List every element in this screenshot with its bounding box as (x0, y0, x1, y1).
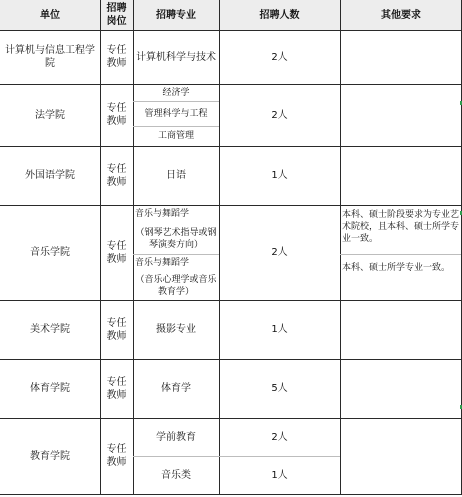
row6-post: 专任教师 (106, 376, 127, 401)
row3-post: 专任教师 (106, 163, 127, 188)
row7-post: 专任教师 (106, 444, 127, 468)
row4-major-4: （音乐心理学或音乐教育学） (135, 275, 217, 297)
row4-major-2: （钢琴艺术指导或钢琴演奏方向） (135, 227, 217, 250)
header-post: 招聘岗位 (106, 3, 127, 27)
row1-unit: 计算机与信息工程学院 (5, 45, 95, 69)
row1-major: 计算机科学与技术 (136, 51, 216, 63)
row5-major: 摄影专业 (156, 324, 196, 335)
row3-unit: 外国语学院 (25, 170, 75, 181)
row6-major: 体育学 (161, 383, 191, 394)
row2-count: 2人 (271, 109, 288, 121)
row7-major-1: 学前教育 (156, 431, 196, 443)
row4-major-1: 音乐与舞蹈学 (135, 209, 190, 219)
header-count: 招聘人数 (259, 9, 300, 21)
header-major: 招聘专业 (156, 9, 196, 21)
row1-count: 2人 (271, 51, 288, 63)
row4-count: 2人 (271, 247, 288, 258)
row5-count: 1人 (271, 324, 288, 335)
row7-major-2: 音乐类 (161, 469, 191, 481)
row4-major-3: 音乐与舞蹈学 (135, 258, 190, 268)
row1-post: 专任教师 (106, 45, 127, 69)
row7-count-1: 2人 (271, 431, 288, 443)
row4-unit: 音乐学院 (30, 247, 70, 258)
row5-post: 专任教师 (106, 317, 127, 342)
row6-count: 5人 (271, 383, 288, 394)
row3-major: 日语 (166, 170, 186, 181)
row5-unit: 美术学院 (30, 324, 70, 335)
row4-post: 专任教师 (106, 240, 127, 265)
row7-unit: 教育学院 (30, 450, 70, 462)
row2-major-2: 管理科学与工程 (144, 108, 208, 119)
header-other: 其他要求 (381, 9, 421, 21)
row2-major-1: 经济学 (162, 87, 190, 98)
row3-count: 1人 (271, 170, 288, 181)
row7-count-2: 1人 (271, 469, 288, 481)
row2-post: 专任教师 (106, 103, 127, 127)
row2-major-3: 工商管理 (157, 131, 194, 141)
row4-req-1: 本科、硕士阶段要求为专业艺术院校，且本科、硕士所学专业一致。 (342, 210, 460, 244)
row4-req-2: 本科、硕士所学专业一致。 (342, 263, 451, 273)
row2-unit: 法学院 (35, 109, 65, 121)
header-unit: 单位 (40, 9, 60, 21)
row6-unit: 体育学院 (30, 383, 70, 394)
